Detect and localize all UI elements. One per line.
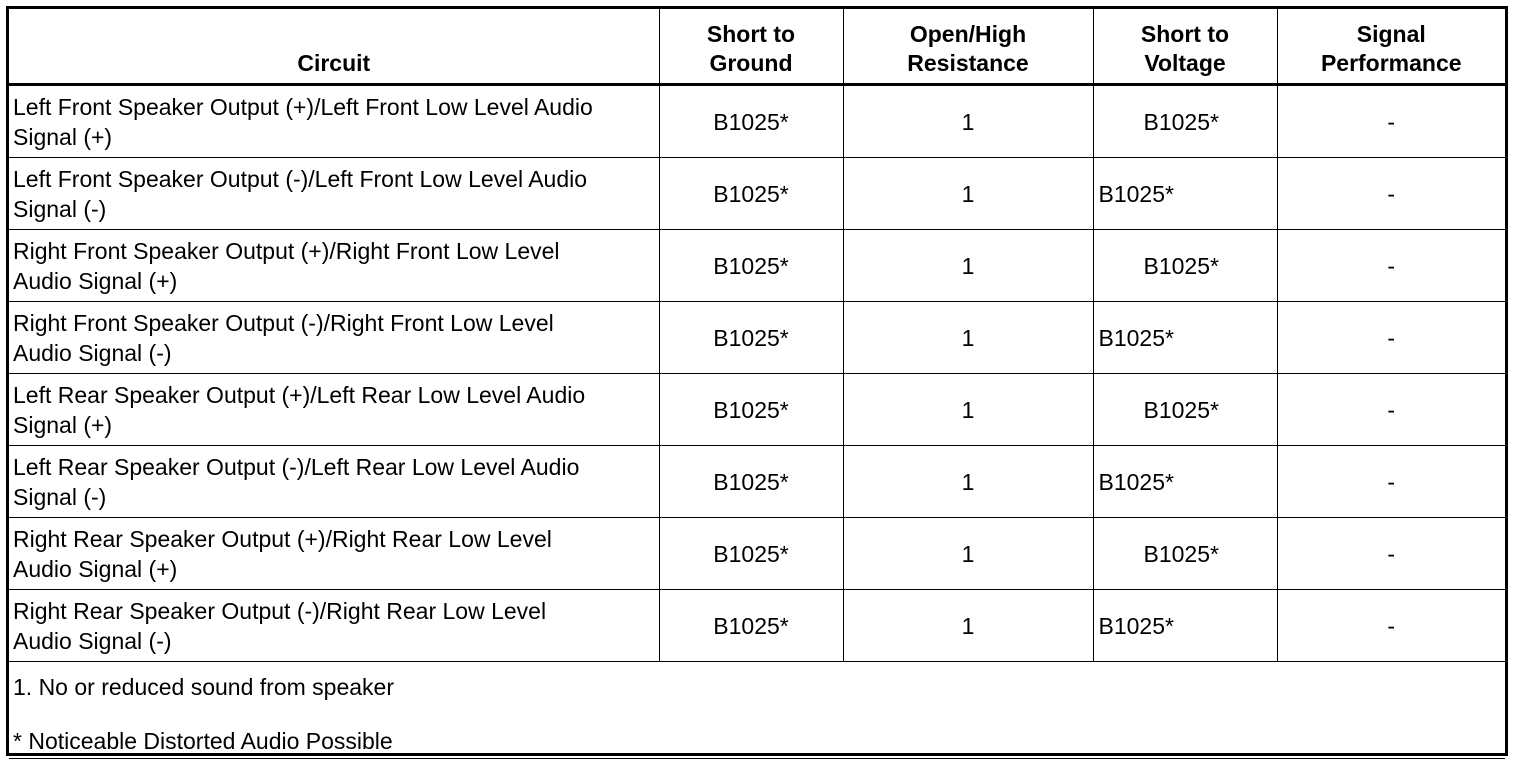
short-to-voltage-cell: B1025* xyxy=(1093,590,1277,662)
short-to-voltage-cell: B1025* xyxy=(1093,446,1277,518)
short-to-ground-cell: B1025* xyxy=(659,446,843,518)
table-row xyxy=(9,230,1505,302)
footnote-asterisk: * Noticeable Distorted Audio Possible xyxy=(13,728,393,754)
short-to-voltage-cell: B1025* xyxy=(1093,158,1277,230)
footnote-1: 1. No or reduced sound from speaker xyxy=(13,674,394,700)
open-high-resistance-cell: 1 xyxy=(843,158,1093,230)
circuit-cell: Left Front Speaker Output (-)/Left Front Low Level Audio Signal (-) xyxy=(9,158,659,230)
short-to-ground-cell: B1025* xyxy=(659,230,843,302)
table-row xyxy=(9,302,1505,374)
short-to-ground-cell: B1025* xyxy=(659,302,843,374)
open-high-resistance-cell: 1 xyxy=(843,518,1093,590)
circuit-cell: Right Front Speaker Output (-)/Right Front Low Level Audio Signal (-) xyxy=(9,302,659,374)
short-to-voltage-cell: B1025* xyxy=(1093,518,1277,590)
notes-row xyxy=(9,662,1505,759)
open-high-resistance-cell: 1 xyxy=(843,446,1093,518)
diagnostic-table-frame xyxy=(6,6,1508,756)
circuit-fault-table xyxy=(9,9,1505,759)
short-to-ground-cell: B1025* xyxy=(659,590,843,662)
signal-performance-cell: - xyxy=(1277,158,1505,230)
short-to-voltage-cell: B1025* xyxy=(1093,302,1277,374)
short-to-voltage-cell: B1025* xyxy=(1093,230,1277,302)
open-high-resistance-cell: 1 xyxy=(843,590,1093,662)
circuit-cell: Right Rear Speaker Output (-)/Right Rear Low Level Audio Signal (-) xyxy=(9,590,659,662)
signal-performance-cell: - xyxy=(1277,230,1505,302)
table-row xyxy=(9,158,1505,230)
table-row xyxy=(9,446,1505,518)
table-row xyxy=(9,85,1505,158)
header-short-to-voltage: Short to Voltage xyxy=(1093,9,1277,85)
table-row xyxy=(9,518,1505,590)
table-header-row xyxy=(9,9,1505,85)
table-row xyxy=(9,374,1505,446)
short-to-ground-cell: B1025* xyxy=(659,374,843,446)
signal-performance-cell: - xyxy=(1277,85,1505,158)
short-to-ground-cell: B1025* xyxy=(659,158,843,230)
circuit-cell: Right Front Speaker Output (+)/Right Front Low Level Audio Signal (+) xyxy=(9,230,659,302)
header-open-high-resistance: Open/High Resistance xyxy=(843,9,1093,85)
open-high-resistance-cell: 1 xyxy=(843,302,1093,374)
header-short-to-ground: Short to Ground xyxy=(659,9,843,85)
signal-performance-cell: - xyxy=(1277,590,1505,662)
header-signal-performance: Signal Performance xyxy=(1277,9,1505,85)
open-high-resistance-cell: 1 xyxy=(843,374,1093,446)
table-row xyxy=(9,590,1505,662)
circuit-cell: Right Rear Speaker Output (+)/Right Rear Low Level Audio Signal (+) xyxy=(9,518,659,590)
signal-performance-cell: - xyxy=(1277,302,1505,374)
open-high-resistance-cell: 1 xyxy=(843,85,1093,158)
short-to-voltage-cell: B1025* xyxy=(1093,85,1277,158)
short-to-ground-cell: B1025* xyxy=(659,518,843,590)
short-to-voltage-cell: B1025* xyxy=(1093,374,1277,446)
circuit-cell: Left Rear Speaker Output (+)/Left Rear Low Level Audio Signal (+) xyxy=(9,374,659,446)
open-high-resistance-cell: 1 xyxy=(843,230,1093,302)
signal-performance-cell: - xyxy=(1277,374,1505,446)
signal-performance-cell: - xyxy=(1277,518,1505,590)
short-to-ground-cell: B1025* xyxy=(659,85,843,158)
circuit-cell: Left Rear Speaker Output (-)/Left Rear Low Level Audio Signal (-) xyxy=(9,446,659,518)
circuit-cell: Left Front Speaker Output (+)/Left Front Low Level Audio Signal (+) xyxy=(9,85,659,158)
signal-performance-cell: - xyxy=(1277,446,1505,518)
header-circuit: Circuit xyxy=(9,9,659,85)
notes-cell xyxy=(9,662,1505,759)
